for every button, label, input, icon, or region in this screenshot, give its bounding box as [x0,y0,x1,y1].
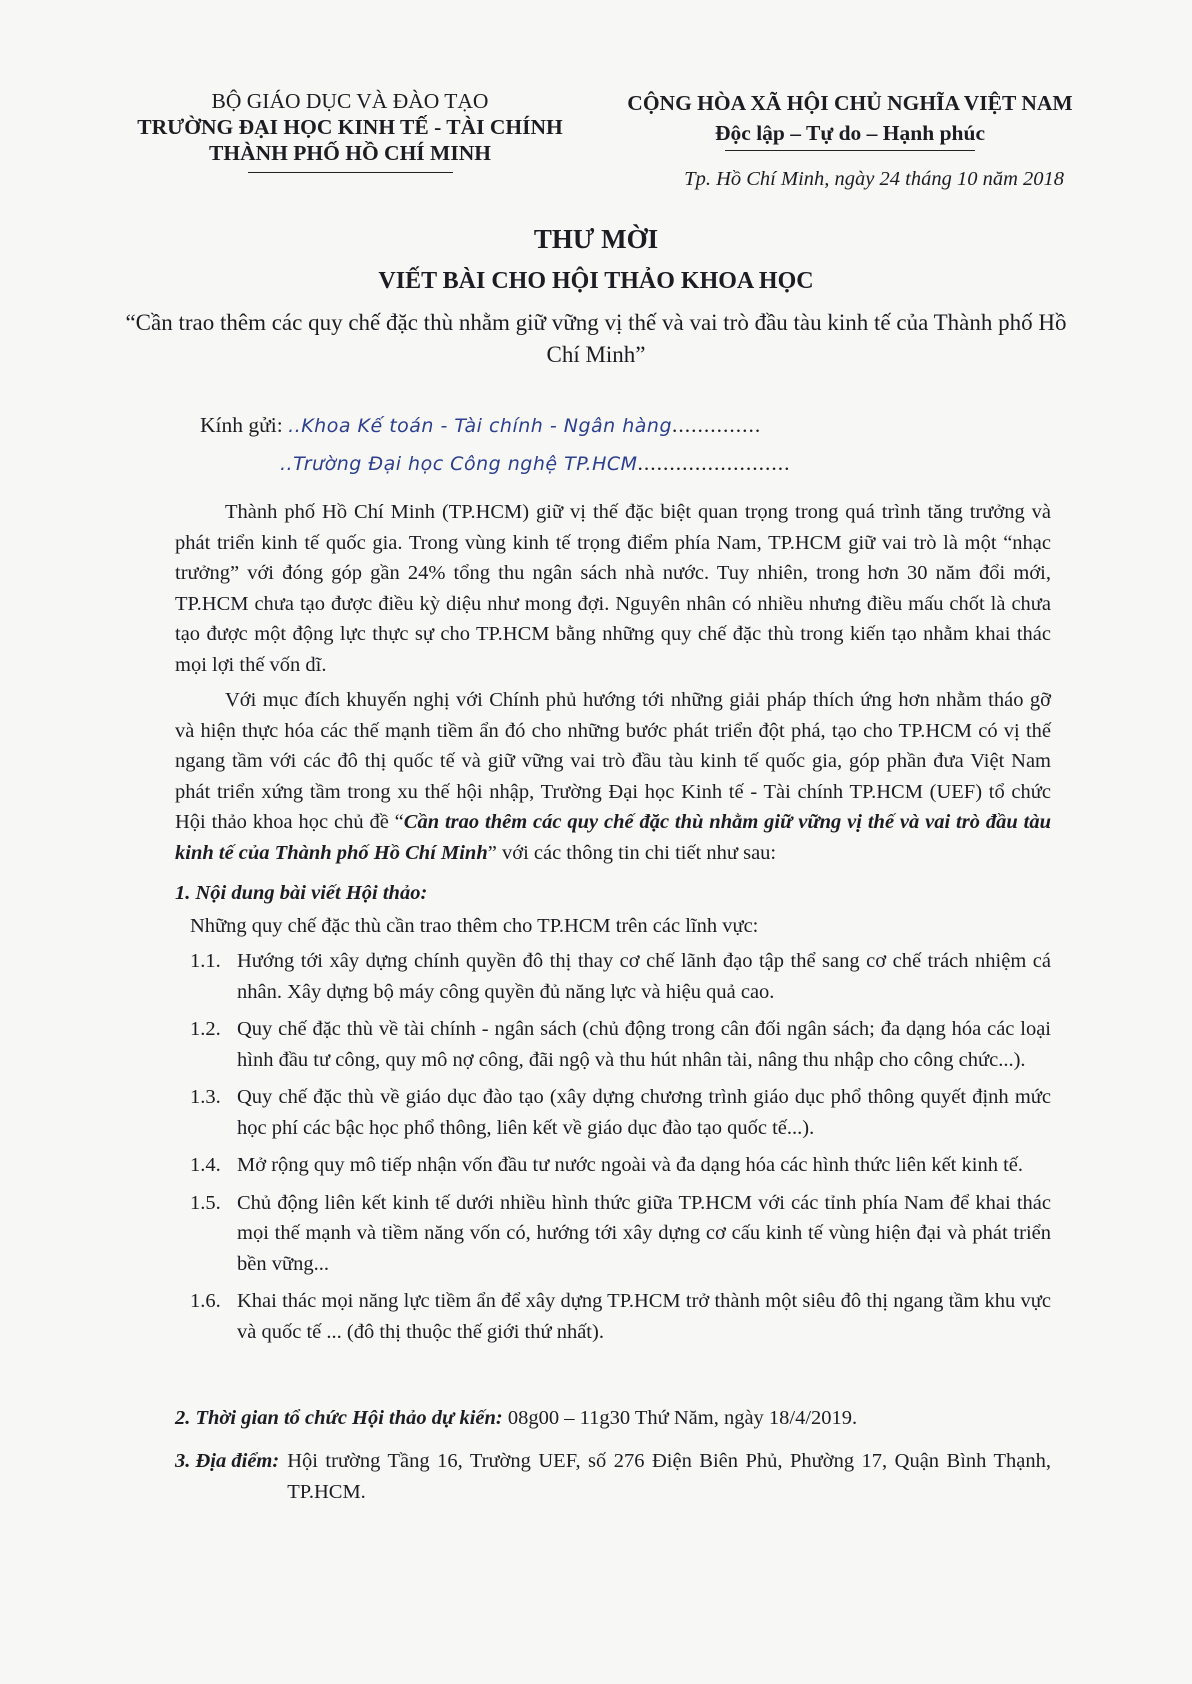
recipient-handwritten-line2: ..Trường Đại học Công nghệ TP.HCM [280,453,638,475]
letter-body [175,497,1051,873]
ministry-name: BỘ GIÁO DỤC VÀ ĐÀO TẠO [211,89,489,113]
document-title: THƯ MỜI [533,224,659,254]
issuer-header [100,88,600,173]
recipient-handwritten-line1: ..Khoa Kế toán - Tài chính - Ngân hàng [288,415,673,437]
list-item: 1.1. Hướng tới xây dựng chính quyền đô thị thay cơ chế lãnh đạo tập thể sang cơ chế trách nhiệm cá nhân. Xây dựng bộ máy công quyền đủ năng lực và hiệu quả cao. [190,950,1051,1003]
university-name: TRƯỜNG ĐẠI HỌC KINH TẾ - TÀI CHÍNH [137,115,563,139]
list-item: 1.2. Quy chế đặc thù về tài chính - ngân sách (chủ động trong cân đối ngân sách; đa dạng hóa các loại hình đầu tư công, quy mô nợ công, đãi ngộ và thu hút nhân tài, nâng thu nhập cho công chức...). [190,1018,1051,1071]
section-venue [175,1446,1051,1507]
document-subtitle: VIẾT BÀI CHO HỘI THẢO KHOA HỌC [378,268,814,294]
header-divider [248,172,453,173]
motto-divider [725,150,975,151]
list-item: 1.3. Quy chế đặc thù về giáo dục đào tạo (xây dựng chương trình giáo dục phổ thông quyết định mức học phí các bậc học phổ thông, liên kết về giáo dục đào tạo quốc tế...). [190,1086,1051,1139]
conference-topic: “Cần trao thêm các quy chế đặc thù nhằm giữ vững vị thế và vai trò đầu tàu kinh tế của Thành phố Hồ Chí Minh” [125,310,1067,367]
section-2-value: 08g00 – 11g30 Thứ Năm, ngày 18/4/2019. [507,1407,858,1429]
topic-emphasis: Cần trao thêm các quy chế đặc thù nhằm giữ vững vị thế và vai trò đầu tàu kinh tế của Thành phố Hồ Chí Minh [175,811,1051,864]
list-item: 1.6. Khai thác mọi năng lực tiềm ẩn để xây dựng TP.HCM trở thành một siêu đô thị ngang tầm khu vực và quốc tế ... (đô thị thuộc thế giới thứ nhất). [190,1290,1051,1343]
section-3-label: 3. Địa điểm: [175,1450,280,1472]
national-motto: Độc lập – Tự do – Hạnh phúc [715,121,985,145]
recipient-dots-1: .............. [672,413,762,437]
city-name: THÀNH PHỐ HỒ CHÍ MINH [209,141,491,165]
list-item: 1.5. Chủ động liên kết kinh tế dưới nhiều hình thức giữa TP.HCM với các tỉnh phía Nam để khai thác mọi thế mạnh và tiềm năng vốn có, hướng tới xây dựng cơ cấu kinh tế vùng hiện đại và phát triển bền vững... [190,1191,1051,1275]
section-1-intro: Những quy chế đặc thù cần trao thêm cho TP.HCM trên các lĩnh vực: [190,914,759,937]
section-1-title: 1. Nội dung bài viết Hội thảo: [175,882,428,904]
recipient-dots-2: ........................ [637,451,791,475]
document-date: Tp. Hồ Chí Minh, ngày 24 tháng 10 năm 2018 [684,168,1064,190]
national-header [600,88,1100,151]
section-2-label: 2. Thời gian tổ chức Hội thảo dự kiến: [175,1407,503,1429]
body-paragraph-1: Thành phố Hồ Chí Minh (TP.HCM) giữ vị thế đặc biệt quan trọng trong quá trình tăng trưởng và phát triển kinh tế quốc gia. Trong vùng kinh tế trọng điểm phía Nam, TP.HCM giữ vai trò là một “nhạc trưởng” với đóng góp gần 24% tổng thu ngân sách nhà nước. Tuy nhiên, trong hơn 30 năm đổi mới, TP.HCM chưa tạo được điều kỳ diệu như mong đợi. Nguyên nhân có nhiều nhưng điều mấu chốt là chưa tạo được một động lực thực sự cho TP.HCM bằng những quy chế đặc thù trong kiến tạo nhằm khai thác mọi lợi thế vốn dĩ. [175,501,1051,676]
recipient-block [200,407,791,483]
section-time [175,1403,1051,1434]
country-name: CỘNG HÒA XÃ HỘI CHỦ NGHĨA VIỆT NAM [627,91,1073,115]
section-content [175,878,1051,1354]
recipient-label: Kính gửi: [200,413,283,437]
list-item: 1.4. Mở rộng quy mô tiếp nhận vốn đầu tư nước ngoài và đa dạng hóa các hình thức liên kết kinh tế. [190,1154,1023,1176]
body-paragraph-2: Với mục đích khuyến nghị với Chính phủ hướng tới những giải pháp thích ứng hơn nhằm tháo gỡ và hiện thực hóa các thế mạnh tiềm ẩn đó cho những bước phát triển đột phá, tạo cho TP.HCM có vị thế ngang tầm với các đô thị quốc tế và giữ vững vai trò đầu tàu kinh tế quốc gia, góp phần đưa Việt Nam phát triển xứng tầm trong xu thế hội nhập, Trường Đại học Kinh tế - Tài chính TP.HCM (UEF) tổ chức Hội thảo khoa học chủ đề “Cần trao thêm các quy chế đặc thù nhằm giữ vững vị thế và vai trò đầu tàu kinh tế của Thành phố Hồ Chí Minh” với các thông tin chi tiết như sau: [175,689,1051,864]
section-3-value: Hội trường Tầng 16, Trường UEF, số 276 Điện Biên Phủ, Phường 17, Quận Bình Thạnh, TP.HCM. [287,1450,1051,1503]
